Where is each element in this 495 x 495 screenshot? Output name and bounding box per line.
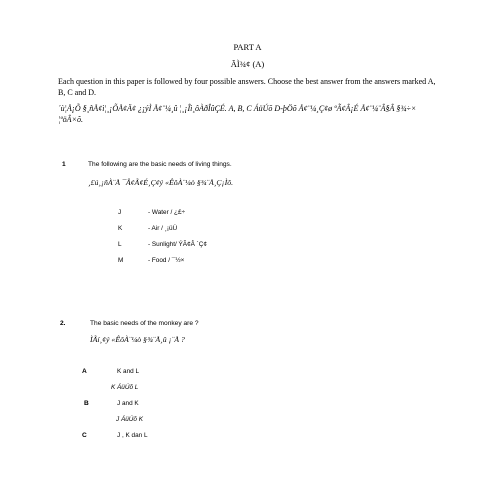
item-text: - Sunlight/ ÝÃ¢Â ´Ç¢ [148, 241, 207, 248]
instructions-english: Each question in this paper is followed by four possible answers. Choose the best answer from the answers marked A, B, C and D. [58, 77, 436, 97]
option-letter: C [82, 432, 87, 439]
item-letter: M [118, 257, 124, 264]
item-letter: L [118, 241, 122, 248]
option-letter: A [82, 368, 87, 375]
question-text: The basic needs of the monkey are ? [90, 320, 199, 327]
question-number: 2. [60, 320, 66, 327]
option-letter: B [84, 400, 89, 407]
option-text: K and L [117, 368, 140, 375]
part-title: PART A [233, 42, 262, 52]
question-translation: ¸£ú¸¡ñÀ¨Å ¯Â¢Ã¢É¸Ç¢ý «ÊôÀ¨¼ò §¾¨Å¸Ç¡Ìõ. [88, 178, 234, 187]
part-subtitle: ÃÌ¾¢ (A) [230, 59, 265, 69]
instructions-translated: ´ù¦Å¡Õ §¸ñÅ¢ì¦¸¡ÕÅ¢Ä¢ ¿¡ýÌ Å¢¨¼¸û ¦¸¡Îì¸ôÀðÎûÇÉ. A, B, C ÁüÚõ D-þÖõ Å¢¨¼¸Ç¢ø ºÃ¢Â¡É Å¢¨¼¨Â§Â §¾÷× ¦ºöÂ×õ. [58, 104, 417, 124]
option-translation: J ÁüÚõ K [116, 416, 143, 423]
option-text: J , K dan L [117, 432, 148, 439]
item-text: - Air / ¸¡üÚ [148, 225, 178, 232]
question-text: The following are the basic needs of living things. [88, 161, 232, 168]
item-letter: K [118, 225, 123, 232]
question-number: 1 [62, 161, 66, 168]
option-text: J and K [117, 400, 139, 407]
question-translation: ÌÃí¸¢ý «ÊôÀ¨¼ò §¾¨Å¸û ¡¨Å ? [90, 335, 185, 344]
item-text: - Food / ¯½× [148, 257, 185, 264]
item-letter: J [118, 209, 122, 216]
item-text: - Water / ¿£÷ [148, 209, 186, 216]
option-translation: K ÁüÚõ L [111, 384, 139, 391]
